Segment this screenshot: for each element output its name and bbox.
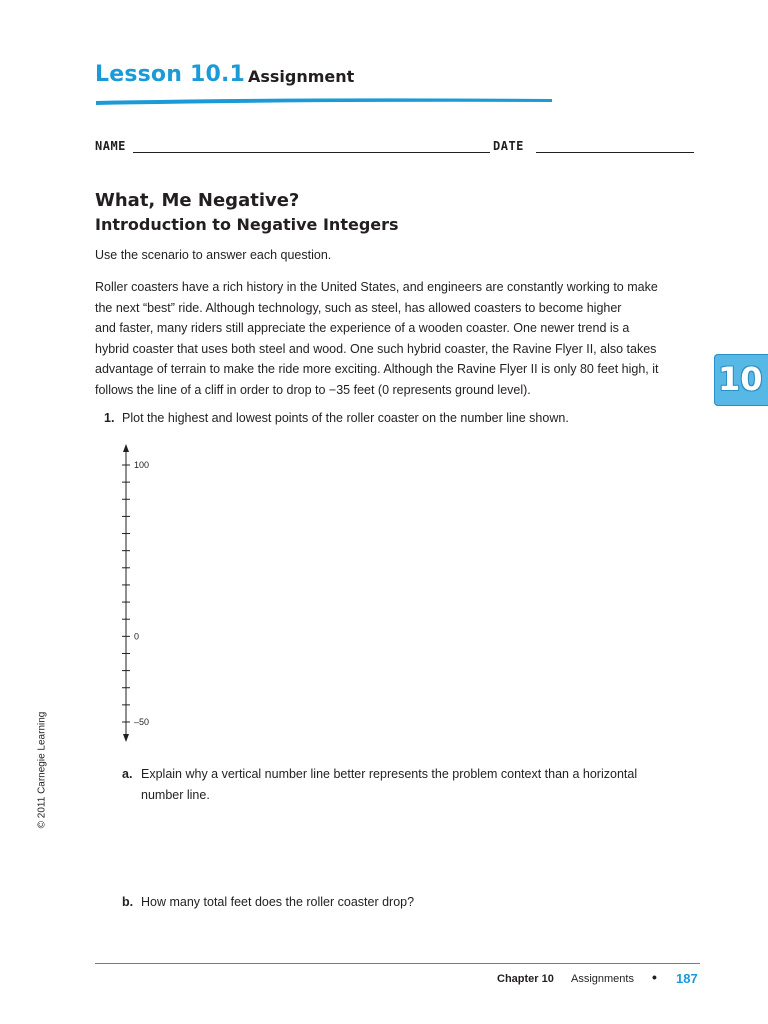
- footer-divider: [95, 963, 700, 964]
- instruction-text: Use the scenario to answer each question.: [95, 248, 332, 262]
- copyright-notice: © 2011 Carnegie Learning: [36, 711, 48, 829]
- question-a-line: number line.: [141, 788, 210, 802]
- name-label: NAME: [95, 139, 126, 153]
- scenario-line: hybrid coaster that uses both steel and wood. One such hybrid coaster, the Ravine Flyer II, also takes: [95, 341, 657, 356]
- chapter-tab-number: 10: [718, 360, 763, 398]
- down-arrow-icon: [123, 734, 129, 742]
- date-field[interactable]: [536, 152, 694, 153]
- footer-bullet: •: [652, 969, 657, 985]
- question-a-line: Explain why a vertical number line better represents the problem context than a horizontal: [141, 767, 638, 781]
- question-1-number: 1.: [104, 411, 115, 425]
- question-a-text: [141, 764, 637, 806]
- chapter-tab: [714, 354, 768, 406]
- question-a-letter: a.: [122, 767, 133, 781]
- scenario-line: and faster, many riders still appreciate the experience of a wooden coaster. One newer trend is a: [95, 321, 630, 336]
- lesson-title: Lesson 10.1: [95, 62, 246, 87]
- number-line-label: 100: [134, 460, 150, 470]
- footer-section: Assignments: [571, 973, 634, 985]
- scenario-line: follows the line of a cliff in order to drop to −35 feet (0 represents ground level).: [95, 382, 531, 397]
- question-b-text: How many total feet does the roller coaster drop?: [141, 895, 415, 909]
- vertical-number-line[interactable]: [110, 440, 170, 750]
- header-underline: [95, 95, 553, 109]
- up-arrow-icon: [123, 444, 129, 452]
- number-line-label: 0: [134, 631, 140, 642]
- assignment-label: Assignment: [248, 67, 355, 86]
- scenario-line: Roller coasters have a rich history in the United States, and engineers are constantly working to make: [95, 280, 658, 294]
- page-subtitle: Introduction to Negative Integers: [95, 215, 399, 234]
- scenario-line: advantage of terrain to make the ride more exciting. Although the Ravine Flyer II is only 80 feet high, it: [95, 362, 659, 377]
- scenario-paragraph: [95, 277, 700, 401]
- name-field[interactable]: [133, 152, 490, 153]
- page-number: 187: [676, 971, 698, 986]
- question-1-text: Plot the highest and lowest points of the roller coaster on the number line shown.: [122, 411, 569, 425]
- date-label: DATE: [493, 139, 524, 153]
- number-line-label: –50: [134, 717, 150, 727]
- footer-chapter: Chapter 10: [497, 973, 554, 985]
- scenario-line: the next “best” ride. Although technology, such as steel, has allowed coasters to become higher: [95, 300, 622, 315]
- page-title: What, Me Negative?: [95, 190, 300, 211]
- question-b-letter: b.: [122, 895, 134, 909]
